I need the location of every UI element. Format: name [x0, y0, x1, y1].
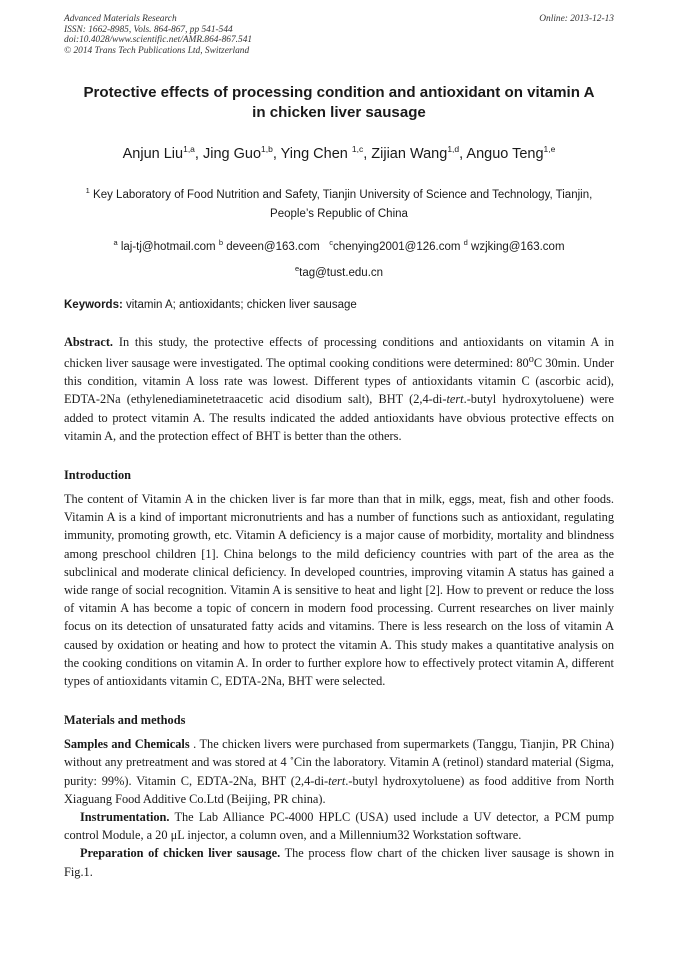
email-list: $^a$ laj-tj@hotmail.com $^b$ deveen@163.com $^c$chenying2001@126.com $^d$ wzjking@163.com $^e$tag@tust.edu.cn	[113, 238, 565, 279]
author-name: Zijian Wang	[371, 146, 448, 163]
title-line-2: in chicken liver sausage	[252, 104, 426, 122]
affiliation	[64, 181, 614, 224]
samples-paragraph: Samples and Chemicals . The chicken livers were purchased from supermarkets (Tanggu, Tianjin, PR China) without any pretreatment and was stored at 4 ˚Cin the laboratory. Vitamin A (retinol) standard material (Sigma, purity: 99%). Vitamin C, EDTA-2Na, BHT (2,4-di-tert.-butyl hydroxytoluene) as food additive from North Xiaguang Food Additive Co.Ltd (Beijing, PR china).	[64, 737, 615, 806]
keywords-label: Keywords:	[64, 298, 123, 311]
paper-title	[64, 83, 614, 123]
abstract-label: Abstract.	[64, 334, 114, 349]
author-affil-mark: 1,c	[351, 144, 364, 155]
copyright-line: © 2014 Trans Tech Publications Ltd, Switzerland	[64, 45, 250, 56]
keywords-text: vitamin A; antioxidants; chicken liver sausage	[126, 298, 357, 311]
affiliation-line-2: People’s Republic of China	[270, 208, 408, 221]
journal-name: Advanced Materials Research	[64, 14, 177, 24]
email-link[interactable]: chenying2001@126.com	[333, 240, 461, 253]
author-affil-mark: 1,e	[543, 144, 556, 155]
email-link[interactable]: wzjking@163.com	[471, 240, 565, 253]
keywords	[64, 297, 614, 313]
methods-heading: Materials and methods	[64, 713, 186, 728]
email-link[interactable]: laj-tj@hotmail.com	[120, 240, 216, 253]
introduction-heading: Introduction	[64, 468, 131, 483]
preparation-label: Preparation of chicken liver sausage.	[80, 846, 281, 861]
affiliation-line-1: Key Laboratory of Food Nutrition and Safety, Tianjin University of Science and Technology, Tianjin,	[93, 189, 593, 202]
title-line-1: Protective effects of processing condition and antioxidant on vitamin A	[83, 84, 595, 102]
abstract: Abstract. In this study, the protective effects of processing conditions and antioxidants on vitamin A in chicken liver sausage were investigated. The optimal cooking conditions were determined: 80$^o$C 30min. Under this condition, vitamin A loss rate was lowest. Different types of antioxidants vitamin C (ascorbic acid), EDTA-2Na (ethylenediaminetetraacetic acid disodium salt), BHT (2,4-di-tert.-butyl hydroxytoluene) were added to protect vitamin A. The results indicated the added antioxidants have obvious protective effects on vitamin A, and the protection effect of BHT is better than the others.	[64, 334, 615, 443]
issn-line: ISSN: 1662-8985, Vols. 864-867, pp 541-544	[64, 24, 233, 35]
author-affil-mark: 1,d	[447, 144, 460, 155]
author-name: Anguo Teng	[466, 146, 544, 163]
instrumentation-paragraph: Instrumentation. The Lab Alliance PC-4000 HPLC (USA) used include a UV detector, a PCM pump control Module, a 20 μL injector, a column oven, and a Millennium32 Workstation software.	[64, 810, 614, 843]
author-name: Jing Guo	[202, 146, 262, 163]
affiliation-mark: 1	[85, 186, 90, 196]
online-date: Online: 2013-12-13	[539, 14, 614, 24]
samples-label: Samples and Chemicals	[64, 737, 190, 752]
instrumentation-label: Instrumentation.	[80, 810, 170, 825]
email-link[interactable]: tag@tust.edu.cn	[299, 266, 384, 279]
author-affil-mark: 1,a	[183, 144, 195, 155]
journal-header	[64, 14, 614, 56]
author-affil-mark: 1,b	[261, 144, 273, 155]
author-name: Anjun Liu	[122, 146, 184, 163]
paper-page	[64, 14, 614, 881]
author-name: Ying Chen	[280, 146, 348, 163]
author-list: Anjun Liu$^{1,a}$, Jing Guo$^{1,b}$, Ying Chen $^{1,c}$, Zijian Wang$^{1,d}$, Anguo Teng$^{1,e}$	[122, 144, 556, 163]
doi-line: doi:10.4028/www.scientific.net/AMR.864-867.541	[64, 35, 253, 46]
preparation-paragraph: Preparation of chicken liver sausage. The process flow chart of the chicken liver sausage is shown in Fig.1.	[64, 846, 614, 879]
introduction-text: The content of Vitamin A in the chicken liver is far more than that in milk, eggs, meat, fish and other foods. Vitamin A is a kind of important micronutrients and has a number of functions such as antioxidant, regulating immunity, promoting growth, etc. Vitamin A deficiency is a major cause of morbidity, mortality and blindness among preschool children [1]. China belongs to the mild deficiency countries with part of the area as the subclinical and moderate clinical deficiency. In developed countries, improving vitamin A status has gained a wide range of social recognition. Vitamin A is sensitive to heat and light [2]. How to prevent or reduce the loss of vitamin A has become a topic of concern in modern food processing. Current researches on liver mainly focus on its detection of unsaturated fatty acids and vitamins. There is less research on the loss of vitamin A caused by oxidation or heating and how to protect the vitamin A. This study makes a quantitative analysis on the cooking conditions on vitamin A. In order to further explore how to effectively protect vitamin A, different types of antioxidants vitamin C, EDTA-2Na, BHT were selected.	[64, 492, 614, 689]
email-link[interactable]: deveen@163.com	[226, 240, 320, 253]
